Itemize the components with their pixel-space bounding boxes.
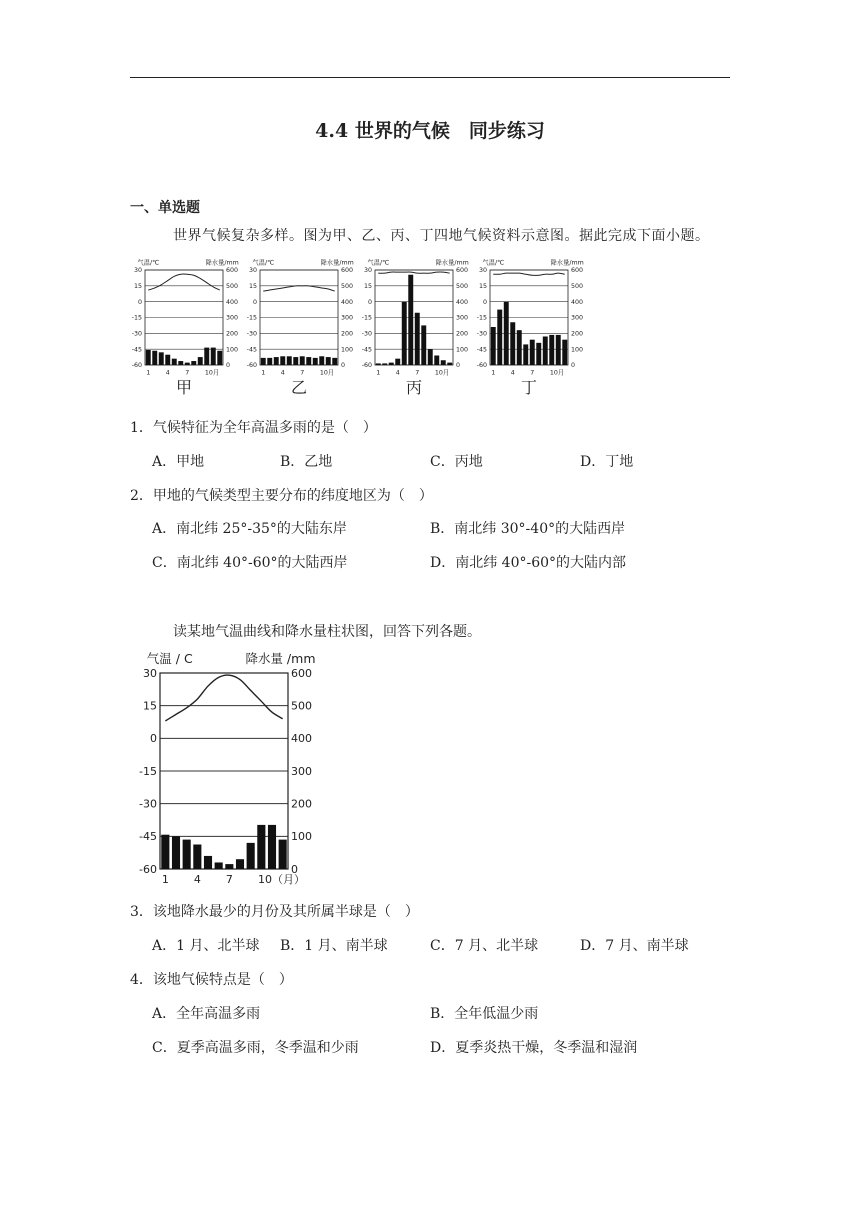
precip-tick-label: 300 xyxy=(226,314,239,322)
precip-tick-label: 500 xyxy=(226,283,239,291)
chart-big xyxy=(139,651,315,886)
precip-bar xyxy=(178,361,183,365)
temp-tick-label: -45 xyxy=(476,346,487,354)
q4-option-d[interactable]: D．夏季炎热干燥，冬季温和湿润 xyxy=(430,1040,638,1056)
chart-丙 xyxy=(362,257,469,397)
precip-tick-label: 300 xyxy=(456,314,469,322)
temp-tick-label: -45 xyxy=(361,346,372,354)
precip-axis-title: 降水量/mm xyxy=(550,259,584,267)
month-tick-label: 1 xyxy=(376,369,381,377)
chart-丁 xyxy=(477,257,584,397)
precip-bar xyxy=(549,335,554,365)
precip-bar xyxy=(146,350,151,365)
precip-bar xyxy=(382,363,387,365)
precip-bar xyxy=(491,327,496,365)
precip-bar xyxy=(408,275,413,365)
precip-bar xyxy=(247,843,255,869)
precip-bar xyxy=(415,313,420,365)
temp-tick-label: -30 xyxy=(131,330,142,338)
precip-tick-label: 300 xyxy=(341,314,354,322)
precip-bar xyxy=(191,361,196,365)
temp-tick-label: 30 xyxy=(363,267,372,275)
temp-tick-label: 30 xyxy=(478,267,487,275)
q1-option-c[interactable]: C．丙地 xyxy=(430,454,483,470)
temperature-curve xyxy=(263,286,335,291)
temperature-curve xyxy=(378,272,450,273)
q3-option-d[interactable]: D．7 月、南半球 xyxy=(580,938,689,954)
precip-tick-label: 400 xyxy=(341,298,354,306)
precip-tick-label: 600 xyxy=(341,267,354,275)
month-tick-label: 10月 xyxy=(434,369,450,377)
temp-axis-title: 气温/℃ xyxy=(137,259,160,267)
temp-tick-label: 30 xyxy=(248,267,257,275)
precip-bar xyxy=(319,356,324,365)
month-tick-label: 7 xyxy=(300,369,305,377)
precip-tick-label: 100 xyxy=(341,346,354,354)
temp-axis-title: 气温/℃ xyxy=(367,259,390,267)
precip-tick-label: 400 xyxy=(226,298,239,306)
temp-tick-label: -15 xyxy=(361,314,372,322)
month-tick-label: 7 xyxy=(530,369,535,377)
precip-bar xyxy=(536,343,541,365)
precip-bar xyxy=(402,302,407,365)
chart-乙 xyxy=(247,257,354,397)
chart-caption-丁: 丁 xyxy=(520,378,538,397)
precip-bar xyxy=(428,349,433,365)
temp-tick-label: 15 xyxy=(133,283,142,291)
temp-tick-label: -60 xyxy=(361,362,372,370)
precip-axis-title: 降水量/mm xyxy=(320,259,354,267)
temp-tick-label: -15 xyxy=(476,314,487,322)
q1-option-b[interactable]: B．乙地 xyxy=(280,454,333,470)
question-3-stem: 3．该地降水最少的月份及其所属半球是（ ） xyxy=(130,904,419,920)
precip-tick-label: 0 xyxy=(456,362,461,370)
precip-bar xyxy=(185,363,190,365)
temp-axis-title: 气温/℃ xyxy=(482,259,505,267)
precip-tick-label: 500 xyxy=(291,699,312,713)
precip-tick-label: 100 xyxy=(291,830,312,844)
precip-tick-label: 400 xyxy=(291,732,312,746)
precip-bar xyxy=(313,358,318,365)
precip-bar xyxy=(236,859,244,869)
precip-bar xyxy=(287,356,292,365)
intro-text-2: 读某地气温曲线和降水量柱状图，回答下列各题。 xyxy=(173,624,481,640)
precip-bar xyxy=(261,358,266,365)
month-tick-label: 4 xyxy=(280,369,285,377)
temp-tick-label: -30 xyxy=(361,330,372,338)
precip-bar xyxy=(530,340,535,365)
precip-axis-title: 降水量 /mm xyxy=(245,651,316,667)
precip-bar xyxy=(517,330,522,365)
q1-option-a[interactable]: A．甲地 xyxy=(152,454,205,470)
precip-bar xyxy=(523,344,528,365)
q4-option-b[interactable]: B．全年低温少雨 xyxy=(430,1006,539,1022)
temp-tick-label: 0 xyxy=(252,298,257,306)
temp-tick-label: -30 xyxy=(139,797,157,811)
q3-option-b[interactable]: B．1 月、南半球 xyxy=(280,938,388,954)
precip-bar xyxy=(161,835,169,869)
precip-tick-label: 400 xyxy=(456,298,469,306)
precip-bar xyxy=(332,358,337,365)
precip-bar xyxy=(159,352,164,365)
precip-tick-label: 200 xyxy=(341,330,354,338)
q1-option-d[interactable]: D．丁地 xyxy=(580,454,634,470)
precip-bar xyxy=(504,302,509,365)
precip-bar xyxy=(215,862,223,869)
temp-tick-label: -60 xyxy=(139,862,157,876)
month-tick-label: 10月 xyxy=(204,369,220,377)
month-tick-label: 10（月） xyxy=(258,873,306,886)
month-tick-label: 7 xyxy=(225,873,233,886)
precip-tick-label: 200 xyxy=(571,330,584,338)
precip-tick-label: 200 xyxy=(226,330,239,338)
question-2-stem: 2．甲地的气候类型主要分布的纬度地区为（ ） xyxy=(130,488,433,504)
q3-option-c[interactable]: C．7 月、北半球 xyxy=(430,938,539,954)
chart-甲 xyxy=(132,257,239,397)
precip-bar xyxy=(556,335,561,365)
precip-bar xyxy=(395,359,400,365)
precip-bar xyxy=(211,348,216,365)
precip-bar xyxy=(217,351,222,365)
temperature-curve xyxy=(493,273,565,275)
precip-axis-title: 降水量/mm xyxy=(205,259,239,267)
page-title: 4.4 世界的气候 同步练习 xyxy=(315,120,545,142)
temperature-curve xyxy=(165,675,282,721)
temp-tick-label: 0 xyxy=(150,732,157,746)
month-tick-label: 1 xyxy=(161,873,169,886)
precip-tick-label: 0 xyxy=(291,862,298,876)
precip-tick-label: 500 xyxy=(341,283,354,291)
precip-bar xyxy=(447,363,452,365)
climate-chart-large xyxy=(125,645,345,890)
precip-bar xyxy=(268,825,276,869)
precip-tick-label: 200 xyxy=(456,330,469,338)
precip-tick-label: 600 xyxy=(571,267,584,275)
temp-tick-label: 15 xyxy=(143,699,157,713)
month-tick-label: 4 xyxy=(193,873,201,886)
precip-bar xyxy=(389,363,394,365)
precip-bar xyxy=(267,358,272,365)
temp-tick-label: 15 xyxy=(478,283,487,291)
month-tick-label: 4 xyxy=(395,369,400,377)
question-4-stem: 4．该地气候特点是（ ） xyxy=(130,972,293,988)
temp-tick-label: 0 xyxy=(367,298,372,306)
precip-bar xyxy=(198,357,203,365)
temp-tick-label: -45 xyxy=(139,830,157,844)
precip-bar xyxy=(543,337,548,366)
question-1-stem: 1．气候特征为全年高温多雨的是（ ） xyxy=(130,420,377,436)
precip-bar xyxy=(376,363,381,365)
month-tick-label: 7 xyxy=(415,369,420,377)
precip-bar xyxy=(193,845,201,870)
temp-tick-label: -60 xyxy=(476,362,487,370)
precip-bar xyxy=(279,840,287,869)
precip-bar xyxy=(300,356,305,365)
precip-tick-label: 300 xyxy=(571,314,584,322)
precip-bar xyxy=(562,340,567,365)
precip-bar xyxy=(152,351,157,365)
precip-bar xyxy=(326,357,331,365)
section-heading: 一、单选题 xyxy=(130,200,200,216)
intro-text-1: 世界气候复杂多样。图为甲、乙、丙、丁四地气候资料示意图。据此完成下面小题。 xyxy=(173,228,710,244)
month-tick-label: 10月 xyxy=(549,369,565,377)
q3-option-a[interactable]: A．1 月、北半球 xyxy=(152,938,260,954)
precip-bar xyxy=(306,357,311,365)
precip-tick-label: 0 xyxy=(226,362,231,370)
q2-option-b[interactable]: B．南北纬 30°-40°的大陆西岸 xyxy=(430,521,626,537)
precip-tick-label: 500 xyxy=(456,283,469,291)
precip-tick-label: 600 xyxy=(291,666,312,680)
month-tick-label: 1 xyxy=(261,369,266,377)
temp-tick-label: 15 xyxy=(248,283,257,291)
q4-option-c[interactable]: C．夏季高温多雨，冬季温和少雨 xyxy=(152,1040,359,1056)
precip-tick-label: 300 xyxy=(291,764,312,778)
q2-option-d[interactable]: D．南北纬 40°-60°的大陆内部 xyxy=(430,555,627,571)
month-tick-label: 1 xyxy=(146,369,151,377)
temp-tick-label: 0 xyxy=(482,298,487,306)
temp-tick-label: -15 xyxy=(139,764,157,778)
month-tick-label: 10月 xyxy=(319,369,335,377)
precip-tick-label: 100 xyxy=(456,346,469,354)
precip-bar xyxy=(165,355,170,365)
precip-bar xyxy=(510,322,515,365)
precip-bar xyxy=(274,357,279,365)
temp-tick-label: -30 xyxy=(246,330,257,338)
temp-axis-title: 气温/℃ xyxy=(252,259,275,267)
precip-bar xyxy=(434,356,439,366)
temp-tick-label: -15 xyxy=(131,314,142,322)
month-tick-label: 7 xyxy=(185,369,190,377)
temp-tick-label: 0 xyxy=(137,298,142,306)
precip-bar xyxy=(421,325,426,365)
temp-tick-label: 30 xyxy=(133,267,142,275)
temperature-curve xyxy=(148,274,220,290)
temp-tick-label: -45 xyxy=(131,346,142,354)
precip-bar xyxy=(441,360,446,365)
precip-bar xyxy=(172,836,180,869)
month-tick-label: 1 xyxy=(491,369,496,377)
precip-tick-label: 0 xyxy=(341,362,346,370)
temp-tick-label: -45 xyxy=(246,346,257,354)
precip-bar xyxy=(257,825,265,869)
chart-caption-甲: 甲 xyxy=(175,378,193,397)
q2-option-a[interactable]: A．南北纬 25°-35°的大陆东岸 xyxy=(152,521,347,537)
precip-bar xyxy=(204,348,209,365)
precip-tick-label: 100 xyxy=(571,346,584,354)
temp-tick-label: 30 xyxy=(143,666,157,680)
precip-bar xyxy=(225,864,233,869)
precip-bar xyxy=(183,840,191,869)
precip-tick-label: 100 xyxy=(226,346,239,354)
precip-tick-label: 500 xyxy=(571,283,584,291)
precip-tick-label: 200 xyxy=(291,797,312,811)
month-tick-label: 4 xyxy=(165,369,170,377)
precip-tick-label: 0 xyxy=(571,362,576,370)
precip-bar xyxy=(204,856,212,869)
precip-tick-label: 600 xyxy=(456,267,469,275)
precip-bar xyxy=(293,357,298,365)
q2-option-c[interactable]: C．南北纬 40°-60°的大陆西岸 xyxy=(152,555,348,571)
month-tick-label: 4 xyxy=(510,369,515,377)
precip-bar xyxy=(280,356,285,365)
chart-caption-乙: 乙 xyxy=(290,378,308,397)
chart-caption-丙: 丙 xyxy=(405,378,423,397)
header-rule xyxy=(130,77,730,78)
precip-bar xyxy=(172,359,177,365)
precip-tick-label: 400 xyxy=(571,298,584,306)
temp-tick-label: -15 xyxy=(246,314,257,322)
temp-tick-label: 15 xyxy=(363,283,372,291)
q4-option-a[interactable]: A．全年高温多雨 xyxy=(152,1006,261,1022)
temp-tick-label: -60 xyxy=(131,362,142,370)
precip-bar xyxy=(497,310,502,365)
temp-tick-label: -60 xyxy=(246,362,257,370)
precip-tick-label: 600 xyxy=(226,267,239,275)
temp-axis-title: 气温 / C xyxy=(146,651,193,667)
temp-tick-label: -30 xyxy=(476,330,487,338)
precip-axis-title: 降水量/mm xyxy=(435,259,469,267)
four-climate-charts xyxy=(125,253,595,398)
